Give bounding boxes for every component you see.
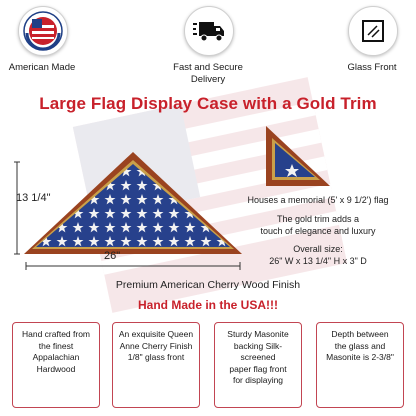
feature-card-cherry-finish bbox=[112, 322, 200, 408]
made-in-usa-seal-icon bbox=[23, 11, 63, 51]
feature-card-text: Depth between the glass and Masonite is 2-3/8" bbox=[326, 329, 394, 362]
gold-trim-text-line1: The gold trim adds a bbox=[276, 214, 360, 224]
badge-label-delivery: Fast and Secure Delivery bbox=[173, 62, 243, 85]
gold-trim-text-line2: touch of elegance and luxury bbox=[260, 226, 376, 236]
gold-trim-detail-image bbox=[262, 124, 332, 188]
glass-pane-icon bbox=[360, 18, 386, 44]
feature-card-hardwood bbox=[12, 322, 100, 408]
height-label: 13 1/4" bbox=[16, 192, 51, 204]
american-made-badge bbox=[18, 6, 68, 56]
height-dimension-line bbox=[14, 160, 20, 256]
feature-card-text: An exquisite Queen Anne Cherry Finish 1/8" glass front bbox=[118, 329, 194, 362]
delivery-badge bbox=[184, 6, 234, 56]
overall-size-title: Overall size: bbox=[293, 244, 343, 254]
feature-card-text: Hand crafted from the finest Appalachian Hardwood bbox=[21, 329, 91, 374]
delivery-truck-icon bbox=[193, 19, 225, 43]
glass-front-badge bbox=[348, 6, 398, 56]
feature-card-text: Sturdy Masonite backing Silk-screened paper flag front for displaying bbox=[227, 329, 289, 385]
width-label: 26" bbox=[104, 250, 121, 262]
hand-made-text: Hand Made in the USA!!! bbox=[138, 298, 278, 312]
feature-card-masonite bbox=[214, 322, 302, 408]
badge-label-american-made: American Made bbox=[8, 62, 76, 73]
flag-case-main-image bbox=[22, 150, 244, 260]
houses-flag-text: Houses a memorial (5' x 9 1/2') flag bbox=[247, 195, 389, 205]
badge-label-glass-front: Glass Front bbox=[347, 62, 397, 73]
width-dimension-line bbox=[24, 262, 242, 270]
wood-finish-text: Premium American Cherry Wood Finish bbox=[115, 279, 301, 291]
page-title: Large Flag Display Case with a Gold Trim bbox=[39, 94, 377, 113]
feature-card-depth bbox=[316, 322, 404, 408]
overall-size-value: 26" W x 13 1/4" H x 3" D bbox=[269, 256, 367, 266]
